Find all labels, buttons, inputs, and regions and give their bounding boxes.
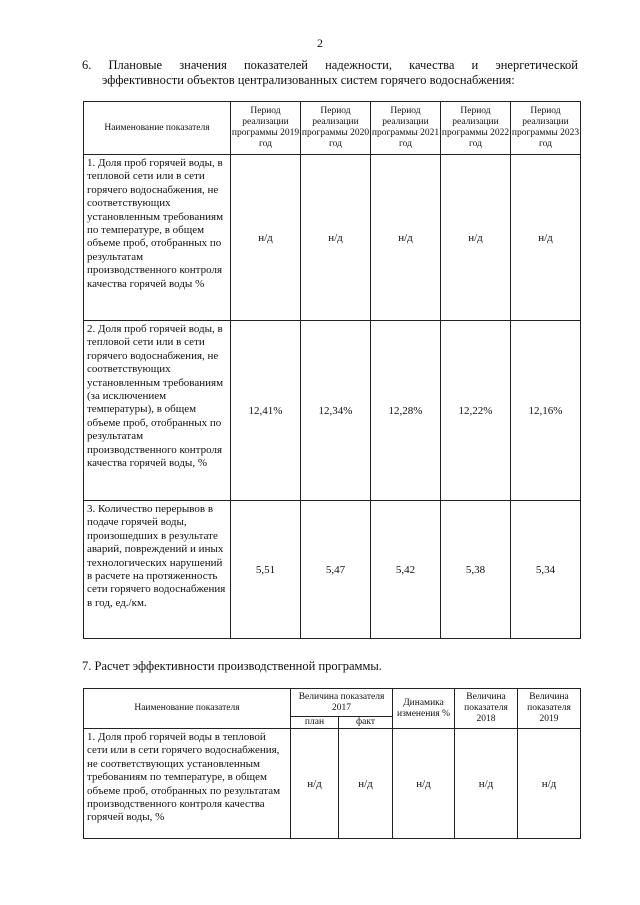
header-indicator-name: Наименование показателя [84, 689, 291, 729]
section-6-heading [82, 58, 578, 88]
planned-indicators-table [83, 101, 581, 639]
value-cell: 5,51 [231, 501, 301, 639]
table-row [84, 501, 581, 639]
value-cell: н/д [371, 155, 441, 321]
heading-word: качества [409, 58, 455, 72]
header-2021: Период реализации программы 2021 год [371, 102, 441, 155]
header-2020: Период реализации программы 2020 год [301, 102, 371, 155]
value-cell: 12,16% [511, 321, 581, 501]
header-dynamics: Динамика изменения % [393, 689, 455, 729]
value-cell: 12,34% [301, 321, 371, 501]
heading-word: и [471, 58, 479, 72]
value-cell: н/д [455, 729, 518, 839]
header-2019: Период реализации программы 2019 год [231, 102, 301, 155]
table-header-row [84, 689, 581, 717]
table-row [84, 155, 581, 321]
value-cell: н/д [511, 155, 581, 321]
header-2018: Величина показателя 2018 [455, 689, 518, 729]
header-2017-group: Величина показателя 2017 [291, 689, 393, 717]
value-cell: н/д [393, 729, 455, 839]
header-fact: факт [339, 717, 393, 729]
heading-word: надежности, [325, 58, 392, 72]
section-7-heading: 7. Расчет эффективности производственной программы. [82, 659, 382, 673]
value-cell: н/д [231, 155, 301, 321]
table-header-row [84, 102, 581, 155]
value-cell: н/д [301, 155, 371, 321]
heading-word: показателей [243, 58, 308, 72]
header-plan: план [291, 717, 339, 729]
value-cell: 12,22% [441, 321, 511, 501]
value-cell: н/д [441, 155, 511, 321]
indicator-name: 1. Доля проб горячей воды, в тепловой сети или в сети горячего водоснабжения, не соответствующих установленным требованиям по температуре, в общем объеме проб, отобранных по результатам производственного контроля качества горячей воды % [84, 155, 231, 321]
value-cell: 12,28% [371, 321, 441, 501]
table-row [84, 321, 581, 501]
value-cell: 12,41% [231, 321, 301, 501]
efficiency-table [83, 688, 581, 839]
heading-word: энергетической [495, 58, 578, 72]
table-row [84, 729, 581, 839]
value-cell: 5,34 [511, 501, 581, 639]
header-2019: Величина показателя 2019 [518, 689, 581, 729]
indicator-name: 3. Количество перерывов в подаче горячей воды, произошедших в результате аварий, повреждений и иных технологических нарушений в расчете на протяженность сети горячего водоснабжения в год, ед./км. [84, 501, 231, 639]
value-cell: 5,38 [441, 501, 511, 639]
heading-word: Плановые [108, 58, 163, 72]
value-cell: 5,42 [371, 501, 441, 639]
value-cell: 5,47 [301, 501, 371, 639]
value-cell: н/д [518, 729, 581, 839]
heading-word: 6. [82, 58, 92, 72]
heading-line-2: эффективности объектов централизованных систем горячего водоснабжения: [102, 73, 515, 87]
header-2022: Период реализации программы 2022 год [441, 102, 511, 155]
heading-word: значения [179, 58, 227, 72]
header-2023: Период реализации программы 2023 год [511, 102, 581, 155]
page-number: 2 [317, 36, 323, 50]
value-cell: н/д [291, 729, 339, 839]
indicator-name: 2. Доля проб горячей воды, в тепловой сети или в сети горячего водоснабжения, не соответствующих установленным требованиям (за исключением температуры), в общем объеме проб, отобранных по результатам производственного контроля качества горячей воды, % [84, 321, 231, 501]
header-indicator-name: Наименование показателя [84, 102, 231, 155]
indicator-name: 1. Доля проб горячей воды в тепловой сети или в сети горячего водоснабжения, не соответствующих установленным требованиям по температуре, в общем объеме проб, отобранных по результатам производственного контроля качества горячей воды, % [84, 729, 291, 839]
value-cell: н/д [339, 729, 393, 839]
